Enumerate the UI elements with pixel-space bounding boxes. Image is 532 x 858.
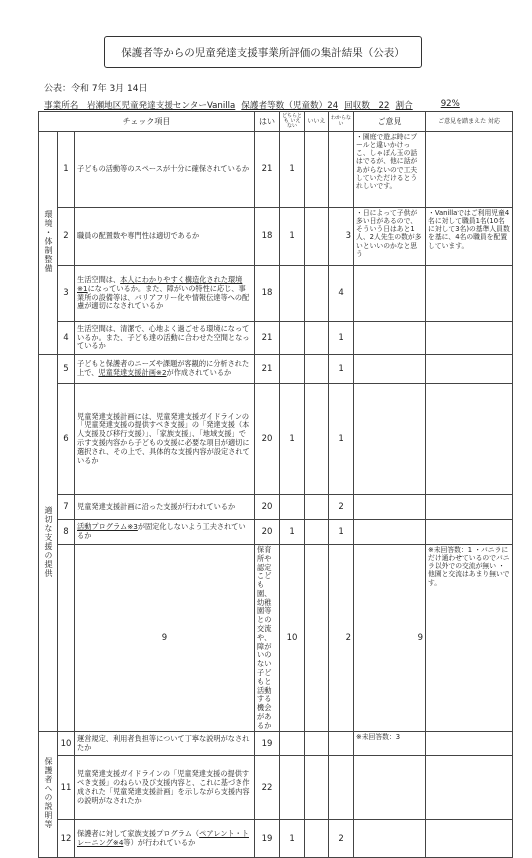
row-no: 8 [58,520,75,545]
row-opinion [354,384,426,495]
row-yes: 20 [255,520,280,545]
row-item-text-post: になっているか。また、障がいの特性に応じ、事業所の設備等は、バリアフリー化や情報伝達等への配慮が適切になされているか [77,283,250,311]
row-unknown [329,132,354,208]
category-support-text: 適切な支援の提供 [44,505,53,578]
row-no-answer [305,266,329,322]
row-opinion [354,520,426,545]
row-item [255,545,280,732]
table-row [39,266,513,322]
row-item-text: 職員の配置数や専門性は適切であるか [77,231,200,241]
row-unknown: 9 [354,545,426,732]
row-unknown: 1 [329,520,354,545]
table-row [39,495,513,520]
row-either: 1 [280,208,305,266]
row-yes: 20 [255,495,280,520]
category-explain [39,732,58,858]
row-item-text-pre: 保護者に対して家族支援プログラム（ [77,829,200,839]
row-opinion: ・園庭で遊ぶ時にプールと違いかけっこ、しゃぼん玉の話はでるが、他に話があがらないので工夫していただけるとうれしいです。 [354,132,426,208]
row-item [75,520,255,545]
row-no: 3 [58,266,75,322]
table-row [39,132,513,208]
row-no: 9 [75,545,255,732]
row-unknown [329,732,354,756]
category-explain-text: 保護者への説明等 [44,757,53,830]
row-opinion [354,355,426,384]
row-opinion [354,756,426,820]
row-item-text: 生活空間は、清潔で、心地よく過ごせる環境になっているか。また、子ども達の活動に合わせた空間となっているか [77,323,250,351]
table-row [39,322,513,355]
row-unknown [329,756,354,820]
row-item-text-underlined: ペアレント・トレーニング※4 [77,829,249,847]
row-response [426,322,513,355]
header-no: いいえ [305,112,329,132]
row-either: 1 [280,820,305,858]
facility-name: 事業所名 岩瀬地区児童発達支援センターVanilla [44,101,236,111]
row-no-answer: 2 [329,545,354,732]
row-no: 11 [58,756,75,820]
table-row [39,820,513,858]
row-unknown: 4 [329,266,354,322]
row-either [305,545,329,732]
row-opinion: ・日によって子供が多い日があるので、そういう日はあと1人、2人先生の数が多いといいのかなと思う [354,208,426,266]
row-no-answer [305,132,329,208]
facility-responses: 回収数 22 [344,101,390,111]
header-opinion: ご意見 [354,112,426,132]
row-item-text: 児童発達支援計画には、児童発達支援ガイドラインの「児童発達支援の提供すべき支援」の「発達支援（本人支援及び移行支援）」、「家族支援」、「地域支援」で示す支援内容から子どもの支援に必要な項目が適切に選択され、その上で、具体的な支援内容が設定されているか [77,411,250,465]
header-either: どちらとも いえない [280,112,305,132]
row-either: 1 [280,132,305,208]
row-no: 1 [58,132,75,208]
row-no: 4 [58,322,75,355]
row-item-text-post: が作成されているか [166,368,232,377]
row-either [280,756,305,820]
row-no-answer [305,756,329,820]
row-response [426,495,513,520]
header-response: ご意見を踏まえた 対応 [426,112,513,132]
table-row [39,355,513,384]
category-support [39,355,58,732]
category-env-text: 環境・体制整備 [44,210,53,273]
row-either [280,266,305,322]
row-yes: 18 [255,266,280,322]
publish-date: 公表：令和 7年 3月 14日 [44,84,148,94]
row-yes: 19 [255,820,280,858]
row-no-answer [305,820,329,858]
row-response [426,732,513,756]
row-no-answer [305,520,329,545]
row-yes: 21 [255,322,280,355]
row-response [426,820,513,858]
header-item: チェック項目 [39,112,255,132]
facility-info [44,99,514,111]
row-yes: 20 [255,384,280,495]
row-either [280,355,305,384]
row-no-answer [305,732,329,756]
row-opinion [354,266,426,322]
row-item [75,495,255,520]
row-response: ・Vanillaではご利用児童4名に対して職員1名(10名に対して3名)の基準人員数を基に、4名の職員を配置しています。 [426,208,513,266]
row-item-text-underlined: 活動プログラム※3 [77,522,138,532]
facility-respondents: 保護者等数（児童数）24 [241,101,339,111]
row-response [426,132,513,208]
row-item-text-underlined: 児童発達支援計画※2 [98,368,167,377]
row-item-text: 子どもの活動等のスペースが十分に確保されているか [77,164,250,174]
row-opinion [354,495,426,520]
row-item-text-underlined: 本人にわかりやすく構造化された環境※1 [77,274,243,293]
page-title-text: 保護者等からの児童発達支援事業所評価の集計結果（公表） [121,46,405,59]
row-unknown: 1 [329,384,354,495]
row-item [75,756,255,820]
row-item [75,132,255,208]
row-item-text: 運営規定、利用者負担等について丁寧な説明がなされたか [77,734,250,752]
row-item-text: 児童発達支援ガイドラインの「児童発達支援の提供すべき支援」のねらい及び支援内容と、これに基づき作成された「児童発達支援計画」を示しながら支援内容の説明がなされたか [77,769,250,805]
row-response [426,520,513,545]
row-either [280,322,305,355]
table-row [39,208,513,266]
row-item [75,355,255,384]
row-no: 5 [58,355,75,384]
row-item-text-pre: 生活空間は、 [77,274,121,284]
row-item-text-pre: 子どもと保護者のニーズや課題が客観的に分析された上で、 [77,359,250,377]
row-unknown: 1 [329,355,354,384]
table-row [39,732,513,756]
header-unknown: わからない [329,112,354,132]
row-response [426,756,513,820]
row-response [426,355,513,384]
row-no-answer [305,208,329,266]
row-response [426,266,513,322]
row-item [75,322,255,355]
evaluation-table [38,111,513,858]
row-item [75,732,255,756]
table-row [39,384,513,495]
row-no-answer [305,322,329,355]
table-header-row [39,112,513,132]
row-item-text: 保育所や認定こども園、幼稚園等との交流や、障がいのない子どもと活動する機会があるか [257,545,272,730]
row-yes: 10 [280,545,305,732]
row-no: 2 [58,208,75,266]
row-unknown: 1 [329,322,354,355]
row-unknown: 2 [329,495,354,520]
row-yes: 21 [255,355,280,384]
facility-rate-label: 割合 [395,101,413,111]
row-no: 6 [58,384,75,495]
table-row [39,756,513,820]
row-item [75,820,255,858]
category-support-cont [58,545,75,732]
row-item [75,208,255,266]
page-title [104,36,422,68]
row-yes: 21 [255,132,280,208]
row-opinion: ※未回答数：1 ・バニラにだけ通わせているのでバニラ以外での交流が無い ・他園と交流はあまり無いです。 [426,545,513,732]
row-no: 12 [58,820,75,858]
row-no-answer [305,495,329,520]
row-yes: 18 [255,208,280,266]
table-row [39,545,513,732]
row-no: 10 [58,732,75,756]
facility-rate: 92% [440,99,460,109]
row-yes: 22 [255,756,280,820]
category-env [39,132,58,355]
row-either [280,495,305,520]
row-item [75,266,255,322]
row-unknown: 3 [329,208,354,266]
row-yes: 19 [255,732,280,756]
header-yes: はい [255,112,280,132]
row-either: 1 [280,520,305,545]
row-opinion [354,322,426,355]
row-opinion: ※未回答数：3 [354,732,426,756]
row-item-text: 児童発達支援計画に沿った支援が行われているか [77,501,236,511]
row-item [75,384,255,495]
row-no-answer [305,355,329,384]
row-unknown: 2 [329,820,354,858]
row-item-text-post: 等）が行われているか [123,837,196,847]
table-row [39,520,513,545]
row-item-text-post: が固定化しないよう工夫されているか [77,522,246,540]
row-response [426,384,513,495]
row-no-answer [305,384,329,495]
row-either [280,732,305,756]
row-opinion [354,820,426,858]
row-either: 1 [280,384,305,495]
row-no: 7 [58,495,75,520]
